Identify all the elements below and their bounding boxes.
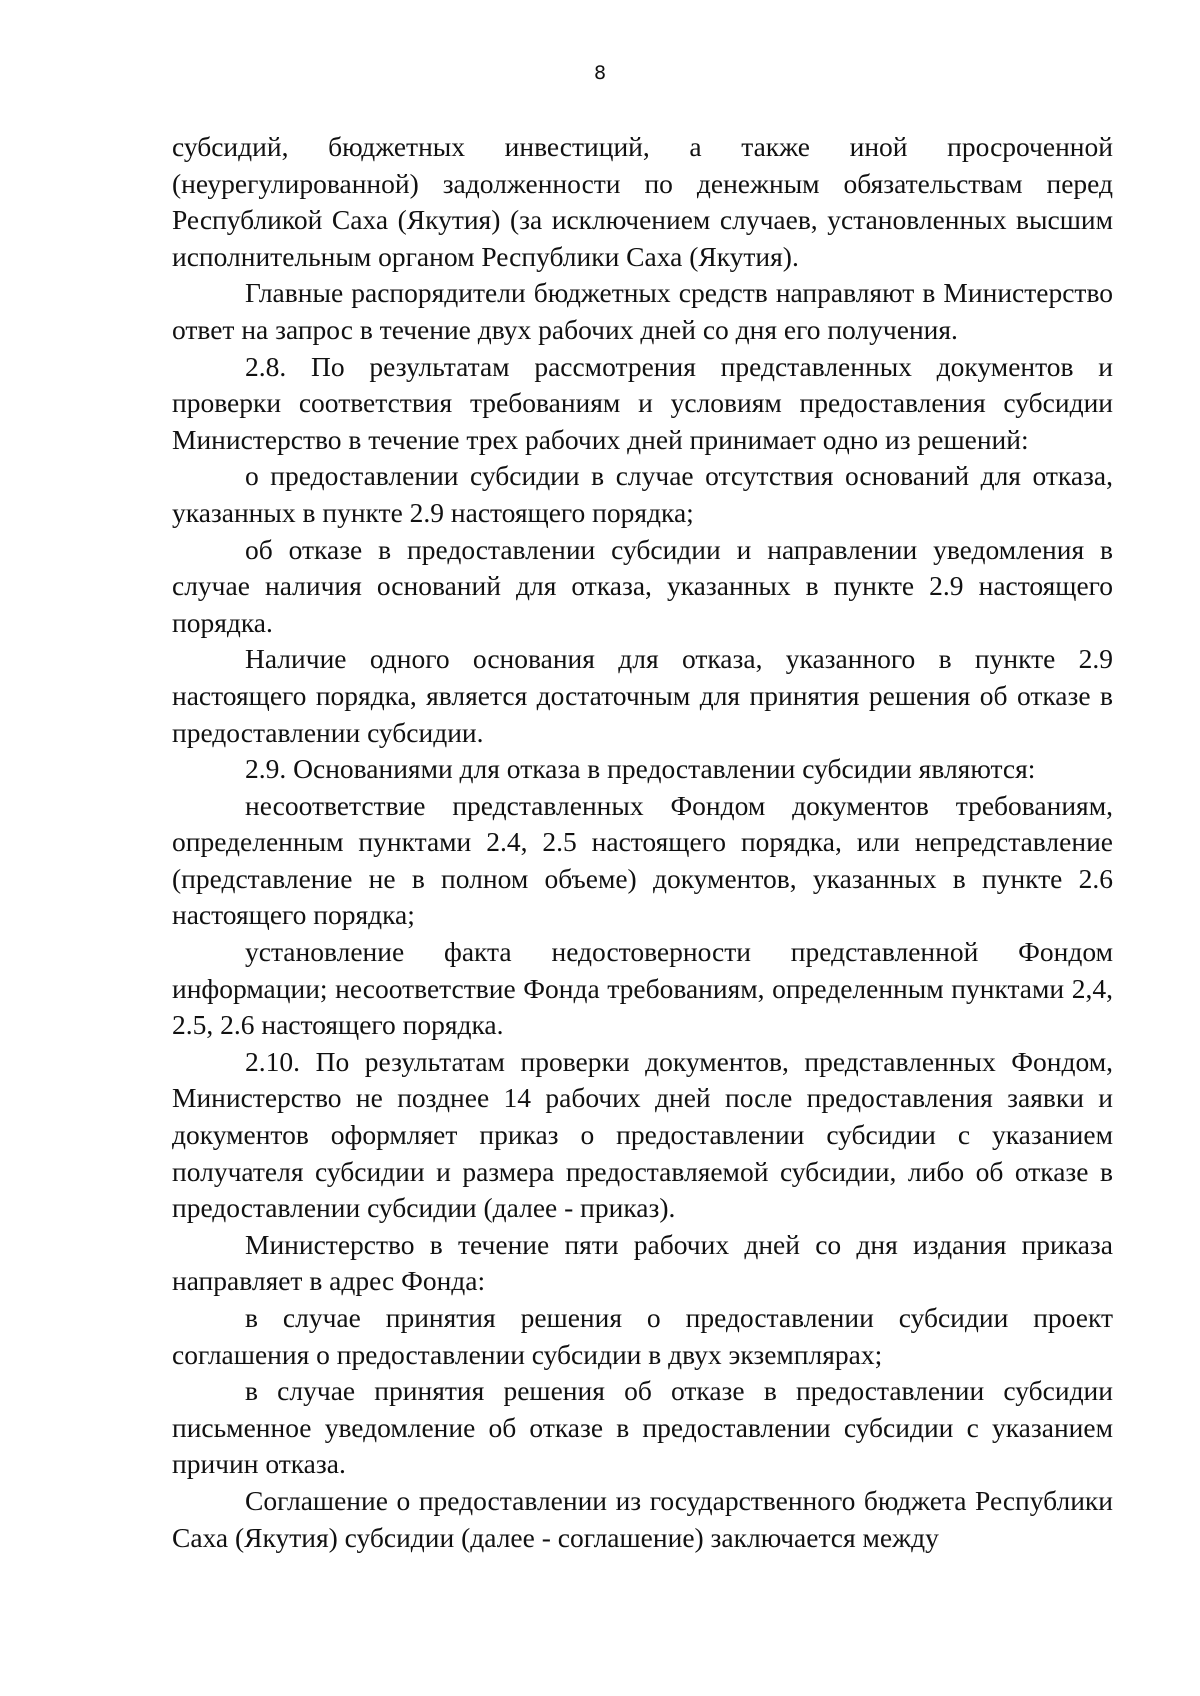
paragraph-2-10: 2.10. По результатам проверки документов, представленных Фондом, Министерство не позднее 14 рабочих дней после предоставления заявки и документов оформляет приказ о предоставлении субсидии с указанием получателя субсидии и размера предоставляемой субсидии, либо об отказе в предоставлении субсидии (далее - приказ). <box>172 1045 1113 1224</box>
paragraph-agreement: Соглашение о предоставлении из государственного бюджета Республики Саха (Якутия) субсидии (далее - соглашение) заключается между <box>172 1484 1113 1553</box>
paragraph-ground-noncompliance: несоответствие представленных Фондом документов требованиям, определенным пунктами 2.4, 2.5 настоящего порядка, или непредставление (представление не в полном объеме) документов, указанных в пункте 2.6 настоящего порядка; <box>172 789 1113 931</box>
document-body <box>172 129 1113 1556</box>
paragraph-decision-refuse: об отказе в предоставлении субсидии и направлении уведомления в случае наличия оснований для отказа, указанных в пункте 2.9 настоящего порядка. <box>172 533 1113 638</box>
paragraph-decision-grant: о предоставлении субсидии в случае отсутствия оснований для отказа, указанных в пункте 2.9 настоящего порядка; <box>172 460 1113 528</box>
paragraph-single-ground: Наличие одного основания для отказа, указанного в пункте 2.9 настоящего порядка, является достаточным для принятия решения об отказе в предоставлении субсидии. <box>172 643 1113 748</box>
paragraph-ministry-sends: Министерство в течение пяти рабочих дней со дня издания приказа направляет в адрес Фонда: <box>172 1228 1113 1297</box>
page-number: 8 <box>593 62 607 84</box>
paragraph-case-refuse: в случае принятия решения об отказе в предоставлении субсидии письменное уведомление об отказе в предоставлении субсидии с указанием причин отказа. <box>172 1375 1113 1480</box>
paragraph-case-grant: в случае принятия решения о предоставлении субсидии проект соглашения о предоставлении субсидии в двух экземплярах; <box>172 1302 1113 1370</box>
paragraph-2-8: 2.8. По результатам рассмотрения представленных документов и проверки соответствия требованиям и условиям предоставления субсидии Министерство в течение трех рабочих дней принимает одно из решений: <box>172 350 1113 455</box>
paragraph-continuation: субсидий, бюджетных инвестиций, а также иной просроченной (неурегулированной) задолженности по денежным обязательствам перед Республикой Саха (Якутия) (за исключением случаев, установленных высшим исполнительным органом Республики Саха (Якутия). <box>172 131 1113 272</box>
paragraph-response-to-request: Главные распорядители бюджетных средств направляют в Министерство ответ на запрос в течение двух рабочих дней со дня его получения. <box>172 277 1113 345</box>
paragraph-ground-inaccuracy: установление факта недостоверности представленной Фондом информации; несоответствие Фонда требованиям, определенным пунктами 2,4, 2.5, 2.6 настоящего порядка. <box>172 936 1113 1041</box>
paragraph-2-9: 2.9. Основаниями для отказа в предоставлении субсидии являются: <box>245 753 1036 785</box>
